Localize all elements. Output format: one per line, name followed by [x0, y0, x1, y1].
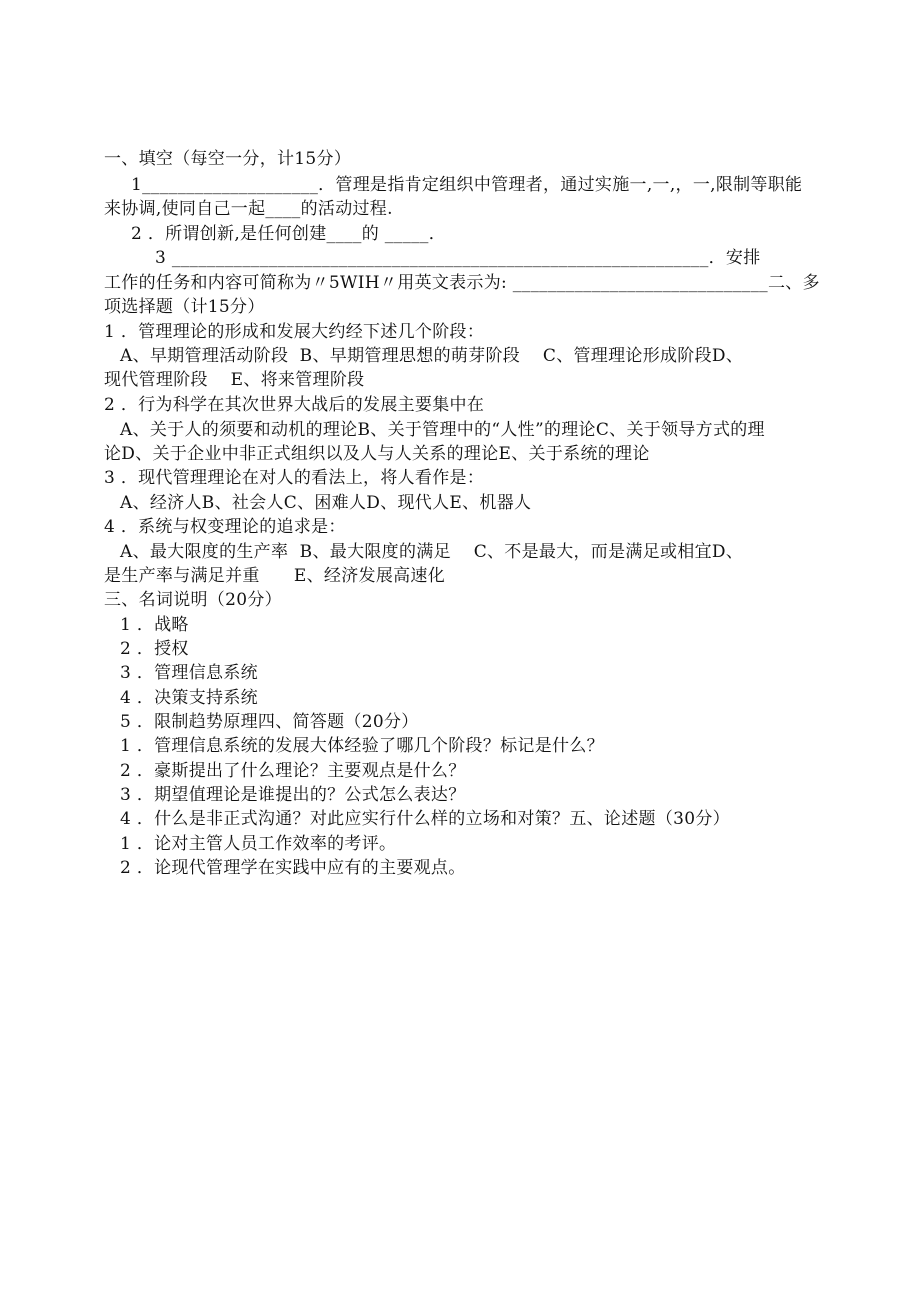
section-1-heading: 一、填空（每空一分，计15分） — [104, 149, 352, 169]
section-3-heading: 三、名词说明（20分） — [104, 590, 282, 610]
question-2-3-options: A、经济人B、社会人C、困难人D、现代人E、机器人 — [120, 493, 532, 513]
section-2-heading: 项选择题（计15分） — [104, 297, 265, 317]
question-2-1-options-line-1: A、早期管理活动阶段 B、早期管理思想的萌芽阶段 C、管理理论形成阶段D、 — [120, 346, 744, 366]
term-2: 2 ．授权 — [120, 639, 189, 659]
question-1-2: 2 ．所谓创新,是任何创建____的 _____． — [131, 224, 447, 244]
question-1-1-line-2: 来协调,使同自己一起____的活动过程. — [104, 199, 393, 219]
short-answer-1: 1 ．管理信息系统的发展大体经验了哪几个阶段？标记是什么？ — [120, 736, 604, 756]
question-2-4-options-line-1: A、最大限度的生产率 B、最大限度的满足 C、不是最大，而是满足或相宜D、 — [120, 542, 744, 562]
short-answer-3: 3 ．期望值理论是谁提出的？公式怎么表达？ — [120, 785, 466, 805]
question-2-2: 2 ．行为科学在其次世界大战后的发展主要集中在 — [104, 395, 485, 415]
question-2-2-options-line-1: A、关于人的须要和动机的理论B、关于管理中的“人性”的理论C、关于领导方式的理 — [120, 420, 765, 440]
question-2-1-options-line-2: 现代管理阶段 E、将来管理阶段 — [104, 370, 365, 390]
short-answer-2: 2 ．豪斯提出了什么理论？主要观点是什么？ — [120, 761, 466, 781]
term-1: 1 ．战略 — [120, 615, 189, 635]
question-1-3-line-2: 工作的任务和内容可简称为〃5WIH〃用英文表示为: _____________________________二、多 — [104, 273, 820, 293]
short-answer-4-and-section-5-heading: 4 ．什么是非正式沟通？对此应实行什么样的立场和对策？五、论述题（30分） — [120, 809, 730, 829]
question-1-3-line-1: 3 _____________________________________________________________．安排 — [155, 248, 761, 268]
essay-2: 2 ．论现代管理学在实践中应有的主要观点。 — [120, 858, 466, 878]
essay-1: 1 ．论对主管人员工作效率的考评。 — [120, 834, 397, 854]
question-2-4-options-line-2: 是生产率与满足并重 E、经济发展高速化 — [104, 566, 446, 586]
question-1-1-line-1: 1____________________．管理是指肯定组织中管理者，通过实施一,一,，一,限制等职能 — [131, 175, 803, 195]
question-2-4: 4 ．系统与权变理论的追求是： — [104, 517, 346, 537]
question-2-1: 1 ．管理理论的形成和发展大约经下述几个阶段： — [104, 322, 485, 342]
question-2-2-options-line-2: 论D、关于企业中非正式组织以及人与人关系的理论E、关于系统的理论 — [104, 444, 650, 464]
term-5-and-section-4-heading: 5 ．限制趋势原理四、简答题（20分） — [120, 712, 419, 732]
term-3: 3 ．管理信息系统 — [120, 663, 258, 683]
term-4: 4 ．决策支持系统 — [120, 688, 258, 708]
question-2-3: 3 ．现代管理理论在对人的看法上，将人看作是： — [104, 468, 485, 488]
